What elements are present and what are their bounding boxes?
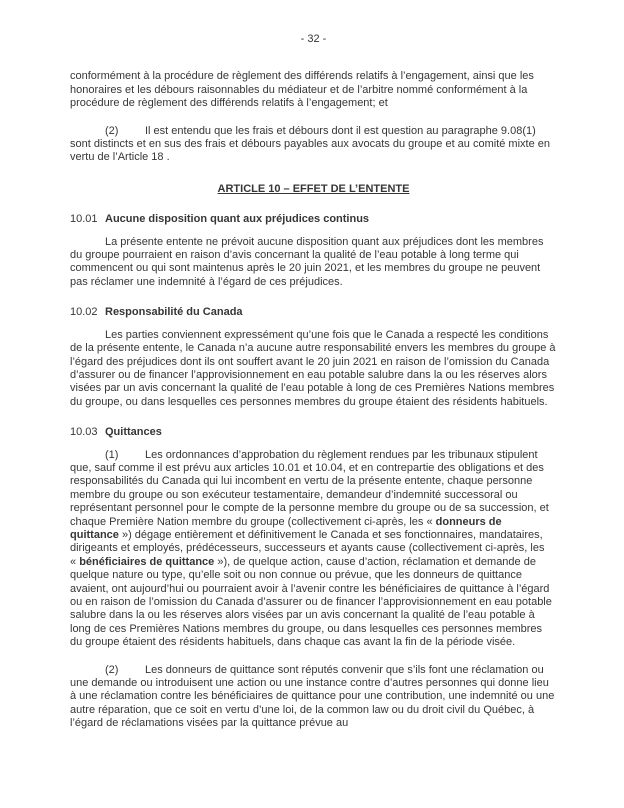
section-10-03-heading	[70, 426, 557, 439]
section-10-01-heading	[70, 213, 557, 226]
section-10-03-paragraph-1-text-a: Les ordonnances d’approbation du règlement rendues par les tribunaux stipulent que, sauf comme il est prévu aux articles 10.01 et 10.04, et en contrepartie des obligations et des responsabilités du Canada qui lui incombent en vertu de la présente entente, chaque personne membre du groupe ou son exécuteur testamentaire, demandeur d’indemnité successoral ou représentant personnel pour le compte de la personne membre du groupe ou de sa succession, et chaque Première Nation membre du groupe (collectivement ci-après, les «	[70, 448, 549, 528]
section-10-01-title: Aucune disposition quant aux préjudices continus	[105, 213, 370, 226]
section-10-03-paragraph-1-text-c: »), de quelque action, cause d’action, réclamation et demande de quelque nature ou type, qu’elle soit ou non connue ou prévue, que les donneurs de quittance avaient, ont aujourd’hui ou pourraient avoir à l’avenir contre les bénéficiaires de quittance à l’égard ou en raison de l’omission du Canada d’assurer ou de financer l’approvisionnement en eau potable salubre dans la ou les réserves alors visées par un avis concernant la qualité de l’eau potable à long de ces Premières Nations membres du groupe, ou dans lesquelles ces personnes membres du groupe étaient des résidents habituels, dans chaque cas avant la fin de la période visée.	[70, 555, 552, 649]
section-10-03-number: 10.03	[70, 426, 98, 439]
section-10-01-paragraph: La présente entente ne prévoit aucune disposition quant aux préjudices dont les membres du groupe pourraient en raison d’avis concernant la qualité de l’eau potable à long terme qui commencent ou qui sont maintenus après le 20 juin 2021, et les membres du groupe ne peuvent pas réclamer une indemnité à l’égard de ces préjudices.	[70, 235, 544, 288]
section-10-03-paragraph-1	[70, 449, 557, 650]
section-10-03-paragraph-1-number: (1)	[105, 448, 119, 461]
section-10-03-paragraph-2	[70, 664, 557, 731]
paragraph-9-08-2	[70, 125, 557, 165]
article-10-heading	[70, 183, 557, 196]
beneficiaires-de-quittance-defined-term: bénéficiaires de quittance	[79, 555, 215, 568]
section-10-01-number: 10.01	[70, 213, 98, 226]
section-10-03-paragraph-2-text: Les donneurs de quittance sont réputés convenir que s’ils font une réclamation ou une demande ou introduisent une action ou une instance contre d’autres personnes qui donne lieu à une réclamation contre les bénéficiaires de quittance pour une contribution, une indemnité ou une autre réparation, que ce soit en vertu d’une loi, de la common law ou du droit civil du Québec, à l’égard de réclamations visées par la quittance prévue au	[70, 663, 555, 730]
section-10-03-title: Quittances	[105, 426, 162, 439]
section-10-02-heading	[70, 306, 557, 319]
donneurs-de-quittance-defined-term: donneurs de quittance	[70, 515, 502, 541]
section-10-03-paragraph-2-number: (2)	[105, 663, 119, 676]
section-10-03-paragraph-1-text-b: ») dégage entièrement et définitivement le Canada et ses fonctionnaires, mandataires, dirigeants et employés, prédécesseurs, successeurs et ayants cause (collectivement ci-après, les «	[70, 528, 545, 568]
page-number: - 32 -	[300, 33, 327, 45]
paragraph-9-08-2-number: (2)	[105, 124, 119, 137]
page-content	[70, 33, 557, 745]
paragraph-continuation-text: conformément à la procédure de règlement des différends relatifs à l’engagement, ainsi que les honoraires et les débours raisonnables du médiateur et de l’arbitre nommé conformément à la procédure de règlement des différends relatifs à l’engagement; et	[70, 70, 534, 110]
section-10-02-title: Responsabilité du Canada	[105, 306, 243, 319]
article-10-heading-text: ARTICLE 10 – EFFET DE L’ENTENTE	[217, 182, 410, 195]
paragraph-continuation	[70, 70, 557, 110]
section-10-02-number: 10.02	[70, 306, 98, 319]
section-10-02-paragraph: Les parties conviennent expressément qu’une fois que le Canada a respecté les conditions de la présente entente, le Canada n’a aucune autre responsabilité envers les membres du groupe à l’égard des préjudices dont ils ont souffert avant le 20 juin 2021 en raison de l’omission du Canada d’assurer ou de financer l’approvisionnement en eau potable salubre dans la ou les réserves alors visées par un avis concernant la qualité de l’eau potable à long de ces Premières Nations membres du groupe, ou dans lesquelles ces personnes membres du groupe étaient des résidents habituels.	[70, 328, 556, 408]
paragraph-9-08-2-text: Il est entendu que les frais et débours dont il est question au paragraphe 9.08(1) sont distincts et en sus des frais et débours payables aux avocats du groupe et au comité mixte en vertu de l’Article 18 .	[70, 124, 550, 164]
